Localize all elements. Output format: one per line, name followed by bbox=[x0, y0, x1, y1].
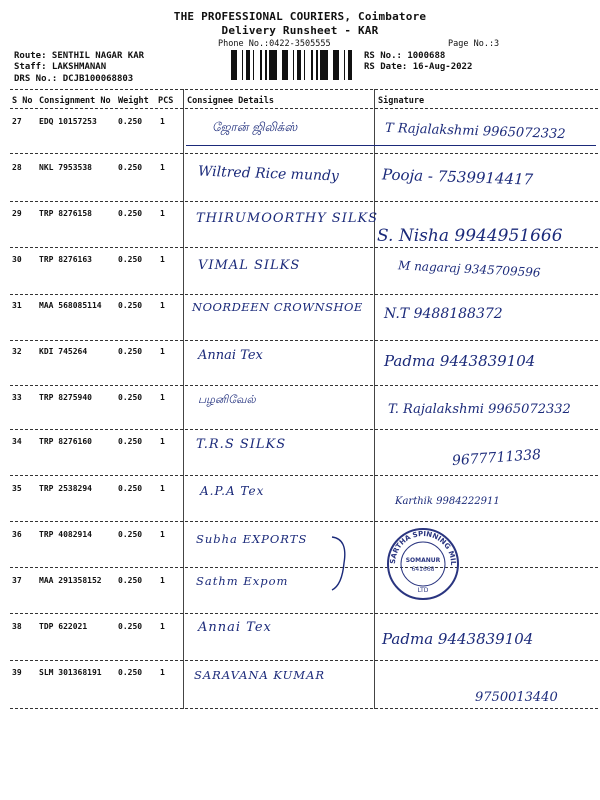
row-signature: T Rajalakshmi 9965072332 bbox=[384, 120, 566, 143]
row-weight: 0.250 bbox=[118, 530, 143, 539]
table-bottom-rule bbox=[10, 708, 598, 709]
barcode-bar bbox=[325, 50, 328, 80]
barcode-bar bbox=[253, 50, 254, 80]
row-consignment: TDP 622021 bbox=[39, 622, 88, 631]
row-consignment: TRP 8276158 bbox=[39, 209, 92, 218]
column-divider-consignee bbox=[183, 89, 184, 709]
barcode-bar bbox=[285, 50, 288, 80]
row-consignee: SARAVANA KUMAR bbox=[194, 668, 326, 682]
row-rule bbox=[10, 475, 598, 476]
pen-underline bbox=[186, 145, 596, 146]
barcode-bar bbox=[304, 50, 305, 80]
row-sno: 34 bbox=[12, 437, 22, 446]
rs-number: RS No.: 1000688 bbox=[364, 51, 446, 61]
row-rule bbox=[10, 385, 598, 386]
row-pcs: 1 bbox=[160, 393, 165, 402]
svg-text:SOMANUR: SOMANUR bbox=[405, 557, 441, 564]
barcode-bar bbox=[249, 50, 250, 80]
route: Route: SENTHIL NAGAR KAR bbox=[14, 51, 145, 61]
barcode-bar bbox=[282, 50, 285, 80]
company-seal bbox=[385, 526, 461, 602]
col-header-consignee: Consignee Details bbox=[187, 96, 274, 106]
row-consignment: EDQ 10157253 bbox=[39, 117, 97, 126]
row-consignee: A.P.A Tex bbox=[200, 484, 265, 498]
barcode-bar bbox=[344, 50, 345, 80]
row-sno: 39 bbox=[12, 668, 22, 677]
row-rule bbox=[10, 660, 598, 661]
row-rule bbox=[10, 294, 598, 295]
column-divider-signature bbox=[374, 89, 375, 709]
row-consignment: SLM 301368191 bbox=[39, 668, 102, 677]
row-weight: 0.250 bbox=[118, 301, 143, 310]
row-sno: 30 bbox=[12, 255, 22, 264]
row-signature: Pooja - 7539914417 bbox=[381, 165, 534, 189]
row-consignment: MAA 568085114 bbox=[39, 301, 102, 310]
row-pcs: 1 bbox=[160, 209, 165, 218]
phone-number: Phone No.:0422-3505555 bbox=[218, 39, 331, 49]
row-sno: 38 bbox=[12, 622, 22, 631]
rs-date: RS Date: 16-Aug-2022 bbox=[364, 62, 473, 72]
barcode-bar bbox=[297, 50, 300, 80]
barcode-bar bbox=[351, 50, 352, 80]
seal-graphic bbox=[385, 526, 461, 602]
row-weight: 0.250 bbox=[118, 255, 143, 264]
row-rule bbox=[10, 429, 598, 430]
barcode-bar bbox=[311, 50, 313, 80]
row-sno: 27 bbox=[12, 117, 22, 126]
row-rule bbox=[10, 567, 598, 568]
row-rule bbox=[10, 340, 598, 341]
row-pcs: 1 bbox=[160, 255, 165, 264]
row-weight: 0.250 bbox=[118, 484, 143, 493]
row-pcs: 1 bbox=[160, 530, 165, 539]
row-sno: 31 bbox=[12, 301, 22, 310]
row-consignee: Sathm Expom bbox=[196, 574, 289, 588]
row-consignee: Wiltred Rice mundy bbox=[197, 163, 340, 185]
row-consignment: TRP 2538294 bbox=[39, 484, 92, 493]
page-number: Page No.:3 bbox=[448, 39, 500, 49]
row-pcs: 1 bbox=[160, 668, 165, 677]
svg-text:641668: 641668 bbox=[411, 566, 435, 573]
row-sno: 35 bbox=[12, 484, 22, 493]
table-top-rule bbox=[10, 89, 598, 90]
company-title: THE PROFESSIONAL COURIERS, Coimbatore bbox=[173, 10, 427, 23]
svg-text:LTD: LTD bbox=[417, 587, 429, 594]
row-consignment: TRP 8275940 bbox=[39, 393, 92, 402]
barcode-bar bbox=[260, 50, 262, 80]
row-pcs: 1 bbox=[160, 301, 165, 310]
barcode-bar bbox=[269, 50, 272, 80]
row-rule bbox=[10, 613, 598, 614]
row-weight: 0.250 bbox=[118, 393, 143, 402]
row-signature: S. Nisha 9944951666 bbox=[377, 226, 563, 246]
row-signature: Karthik 9984222911 bbox=[395, 496, 500, 507]
row-weight: 0.250 bbox=[118, 209, 143, 218]
drs-number: DRS No.: DCJB100068803 bbox=[14, 74, 134, 84]
col-header-signature: Signature bbox=[378, 96, 425, 106]
barcode-bar bbox=[300, 50, 301, 80]
row-weight: 0.250 bbox=[118, 163, 143, 172]
row-signature: 9750013440 bbox=[475, 690, 558, 705]
barcode bbox=[231, 50, 356, 80]
row-signature: Padma 9443839104 bbox=[382, 630, 534, 648]
row-pcs: 1 bbox=[160, 576, 165, 585]
row-weight: 0.250 bbox=[118, 117, 143, 126]
row-rule bbox=[10, 521, 598, 522]
barcode-bar bbox=[320, 50, 323, 80]
table-header-rule bbox=[10, 108, 598, 109]
row-sno: 32 bbox=[12, 347, 22, 356]
row-consignment: MAA 291358152 bbox=[39, 576, 102, 585]
barcode-bar bbox=[336, 50, 339, 80]
row-pcs: 1 bbox=[160, 117, 165, 126]
row-pcs: 1 bbox=[160, 437, 165, 446]
staff: Staff: LAKSHMANAN bbox=[14, 62, 107, 72]
row-sno: 28 bbox=[12, 163, 22, 172]
col-header-sno: S No bbox=[12, 96, 33, 106]
barcode-bar bbox=[316, 50, 318, 80]
row-consignee: NOORDEEN CROWNSHOE bbox=[192, 300, 363, 314]
barcode-graphic bbox=[231, 50, 356, 80]
row-signature: 9677711338 bbox=[451, 446, 542, 470]
row-weight: 0.250 bbox=[118, 347, 143, 356]
row-consignment: KDI 745264 bbox=[39, 347, 88, 356]
row-pcs: 1 bbox=[160, 347, 165, 356]
pen-bracket bbox=[330, 535, 355, 595]
barcode-bar bbox=[274, 50, 277, 80]
row-sno: 29 bbox=[12, 209, 22, 218]
barcode-bar bbox=[265, 50, 267, 80]
row-consignment: TRP 8276163 bbox=[39, 255, 92, 264]
row-weight: 0.250 bbox=[118, 437, 143, 446]
row-rule bbox=[10, 201, 598, 202]
barcode-bar bbox=[242, 50, 243, 80]
row-rule bbox=[10, 247, 598, 248]
row-weight: 0.250 bbox=[118, 668, 143, 677]
row-consignee: T.R.S SILKS bbox=[196, 437, 287, 452]
row-signature: Padma 9443839104 bbox=[384, 352, 536, 370]
row-consignee: Subha EXPORTS bbox=[196, 532, 308, 546]
barcode-bar bbox=[231, 50, 234, 80]
row-weight: 0.250 bbox=[118, 622, 143, 631]
col-header-weight: Weight bbox=[118, 96, 149, 106]
row-consignee: VIMAL SILKS bbox=[198, 258, 301, 273]
row-signature: M nagaraj 9345709596 bbox=[397, 258, 541, 280]
barcode-bar bbox=[333, 50, 336, 80]
row-signature: N.T 9488188372 bbox=[384, 306, 503, 322]
row-consignment: TRP 4082914 bbox=[39, 530, 92, 539]
row-consignee: Annai Tex bbox=[198, 348, 263, 363]
row-pcs: 1 bbox=[160, 622, 165, 631]
row-pcs: 1 bbox=[160, 163, 165, 172]
row-sno: 36 bbox=[12, 530, 22, 539]
row-consignee: THIRUMOORTHY SILKS bbox=[196, 211, 379, 226]
row-consignee: பழனிவேல் bbox=[198, 393, 256, 406]
barcode-bar bbox=[348, 50, 351, 80]
barcode-bar bbox=[293, 50, 294, 80]
svg-text:SARTHA SPINNING MILLS: SARTHA SPINNING MIL bbox=[388, 529, 458, 566]
col-header-consignment: Consignment No bbox=[39, 96, 111, 106]
row-consignee: ஜோன் ஜிலிக்ஸ் bbox=[212, 120, 298, 134]
row-rule bbox=[10, 153, 598, 154]
row-sno: 37 bbox=[12, 576, 22, 585]
barcode-bar bbox=[323, 50, 325, 80]
row-weight: 0.250 bbox=[118, 576, 143, 585]
barcode-bar bbox=[234, 50, 237, 80]
barcode-bar bbox=[272, 50, 274, 80]
row-consignment: NKL 7953538 bbox=[39, 163, 92, 172]
barcode-bar bbox=[246, 50, 249, 80]
row-pcs: 1 bbox=[160, 484, 165, 493]
col-header-pcs: PCS bbox=[158, 96, 174, 106]
row-sno: 33 bbox=[12, 393, 22, 402]
row-consignee: Annai Tex bbox=[198, 620, 272, 635]
sheet-title: Delivery Runsheet - KAR bbox=[221, 24, 379, 37]
row-consignment: TRP 8276160 bbox=[39, 437, 92, 446]
row-signature: T. Rajalakshmi 9965072332 bbox=[388, 402, 571, 417]
